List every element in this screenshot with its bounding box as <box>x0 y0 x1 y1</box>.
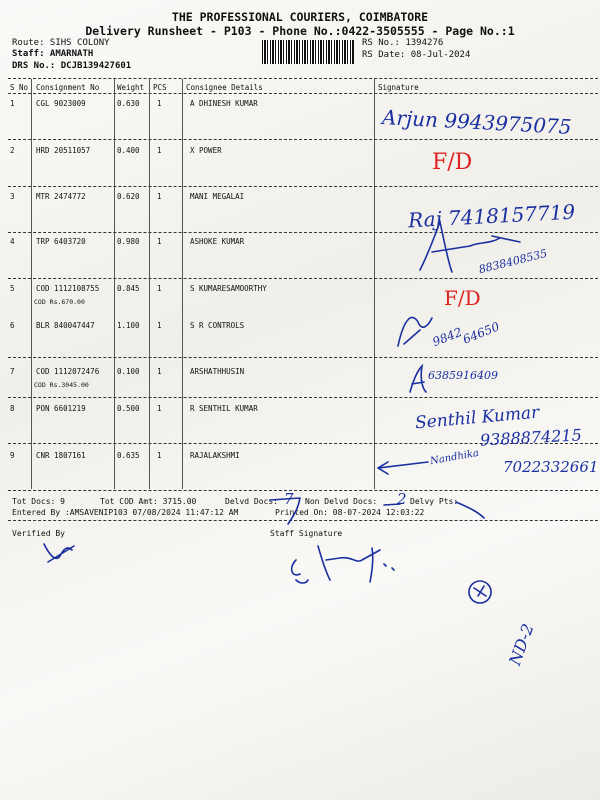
non-delvd-docs: Non Delvd Docs: <box>305 497 378 506</box>
cell-weight: 0.500 <box>117 404 140 413</box>
col-sno: S No <box>10 83 29 92</box>
cell-weight: 0.980 <box>117 237 140 246</box>
handwritten-phone-row8: 9388874215 <box>479 425 583 450</box>
staff-signature-scribble <box>292 546 394 583</box>
cell-cod-amount: COD Rs.3045.00 <box>34 381 89 389</box>
handwritten-signature-row9: Nandhika <box>429 447 480 468</box>
handwritten-non-delvd-count: 2 <box>397 490 407 508</box>
delvy-pts: Delvy Pts: <box>410 497 459 506</box>
handwritten-signature-row8: Senthil Kumar <box>414 402 541 434</box>
cell-cons: COD 1112108755 <box>36 284 100 293</box>
runsheet-title: Delivery Runsheet - P103 - Phone No.:0422-3505555 - Page No.:1 <box>85 24 515 38</box>
cell-weight: 0.620 <box>117 192 140 201</box>
cell-weight: 0.400 <box>117 146 140 155</box>
handwritten-phone-row4: 8838408535 <box>477 246 549 277</box>
cell-weight: 0.630 <box>117 99 140 108</box>
cell-cod-amount: COD Rs.670.00 <box>34 298 85 306</box>
cell-sno: 6 <box>10 321 15 330</box>
cell-sno: 5 <box>10 284 15 293</box>
cell-cons: BLR 840047447 <box>36 321 95 330</box>
col-signature: Signature <box>378 83 419 92</box>
cell-consignee: RAJALAKSHMI <box>190 451 240 460</box>
cell-pcs: 1 <box>157 192 162 201</box>
cell-cons: TRP 6403720 <box>36 237 86 246</box>
cell-pcs: 1 <box>157 237 162 246</box>
footer-mark-non-delvd <box>384 504 400 505</box>
cell-weight: 0.845 <box>117 284 140 293</box>
footer-mark-delvd <box>270 498 300 524</box>
cell-consignee: ASHOKE KUMAR <box>190 237 245 246</box>
company-name: THE PROFESSIONAL COURIERS, COIMBATORE <box>171 10 429 24</box>
staff-signature-label: Staff Signature <box>270 529 343 538</box>
handwritten-nd-note: ND-2 <box>505 621 538 668</box>
cell-cons: CGL 9023009 <box>36 99 86 108</box>
tot-docs: Tot Docs: 9 <box>12 497 65 506</box>
cell-sno: 2 <box>10 146 15 155</box>
cell-consignee: S KUMARESAMOORTHY <box>190 284 267 293</box>
cell-pcs: 1 <box>157 146 162 155</box>
handwritten-phone-row6b: 64650 <box>460 319 502 347</box>
cell-consignee: X POWER <box>190 146 222 155</box>
entered-by: Entered By :AMSAVENIP103 07/08/2024 11:47:12 AM <box>12 508 239 517</box>
cell-cons: MTR 2474772 <box>36 192 86 201</box>
handwritten-signature-row3: Raj 7418157719 <box>407 199 576 233</box>
cell-sno: 9 <box>10 451 15 460</box>
verified-by-scribble <box>44 544 74 562</box>
rs-number: RS No.: 1394276 <box>362 38 444 48</box>
cell-consignee: R SENTHIL KUMAR <box>190 404 258 413</box>
cell-sno: 8 <box>10 404 15 413</box>
tot-cod: Tot COD Amt: 3715.00 <box>100 497 197 506</box>
handwritten-fd-row2: F/D <box>432 150 473 175</box>
scribble-row6 <box>398 317 432 346</box>
printed-on: Printed On: 08-07-2024 12:03:22 <box>275 508 425 517</box>
delvd-docs: Delvd Docs: <box>225 497 278 506</box>
route: Route: SIHS COLONY <box>12 38 110 48</box>
col-consignment: Consignment No <box>36 83 100 92</box>
cell-sno: 7 <box>10 367 15 376</box>
scribble-row4 <box>420 222 520 272</box>
handwritten-fd-row5: F/D <box>444 286 481 310</box>
col-pcs: PCS <box>153 83 167 92</box>
cell-pcs: 1 <box>157 99 162 108</box>
cell-cons: PON 6601219 <box>36 404 86 413</box>
cell-consignee: A DHINESH KUMAR <box>190 99 258 108</box>
cell-pcs: 1 <box>157 321 162 330</box>
col-weight: Weight <box>117 83 145 92</box>
col-consignee: Consignee Details <box>186 83 263 92</box>
cell-weight: 0.100 <box>117 367 140 376</box>
scribble-row7 <box>410 366 426 392</box>
cell-weight: 0.635 <box>117 451 140 460</box>
handwritten-phone-row9: 7022332661 <box>503 458 599 476</box>
cell-cons: COD 1112072476 <box>36 367 100 376</box>
circled-mark-inner <box>474 586 486 596</box>
cell-pcs: 1 <box>157 404 162 413</box>
cell-consignee: MANI MEGALAI <box>190 192 245 201</box>
cell-consignee: S R CONTROLS <box>190 321 245 330</box>
handwritten-phone-row6a: 9842 <box>430 324 465 350</box>
handwritten-phone-row7: 6385916409 <box>428 369 498 382</box>
cell-pcs: 1 <box>157 284 162 293</box>
cell-consignee: ARSHATHHUSIN <box>190 367 245 376</box>
cell-pcs: 1 <box>157 451 162 460</box>
cell-pcs: 1 <box>157 367 162 376</box>
cell-cons: CNR 1807161 <box>36 451 86 460</box>
cell-weight: 1.100 <box>117 321 140 330</box>
footer-mark-delvy-pts <box>456 502 484 518</box>
cell-sno: 4 <box>10 237 15 246</box>
staff: Staff: AMARNATH <box>12 49 94 59</box>
arrow-row9 <box>378 462 428 474</box>
verified-by-label: Verified By <box>12 529 65 538</box>
rs-date: RS Date: 08-Jul-2024 <box>362 50 471 60</box>
cell-sno: 1 <box>10 99 15 108</box>
drs-number: DRS No.: DCJB139427601 <box>12 61 132 71</box>
handwritten-delvd-count: 7 <box>284 490 294 508</box>
cell-cons: HRD 20511057 <box>36 146 91 155</box>
cell-sno: 3 <box>10 192 15 201</box>
handwritten-signature-row1: Arjun 9943975075 <box>381 105 573 139</box>
